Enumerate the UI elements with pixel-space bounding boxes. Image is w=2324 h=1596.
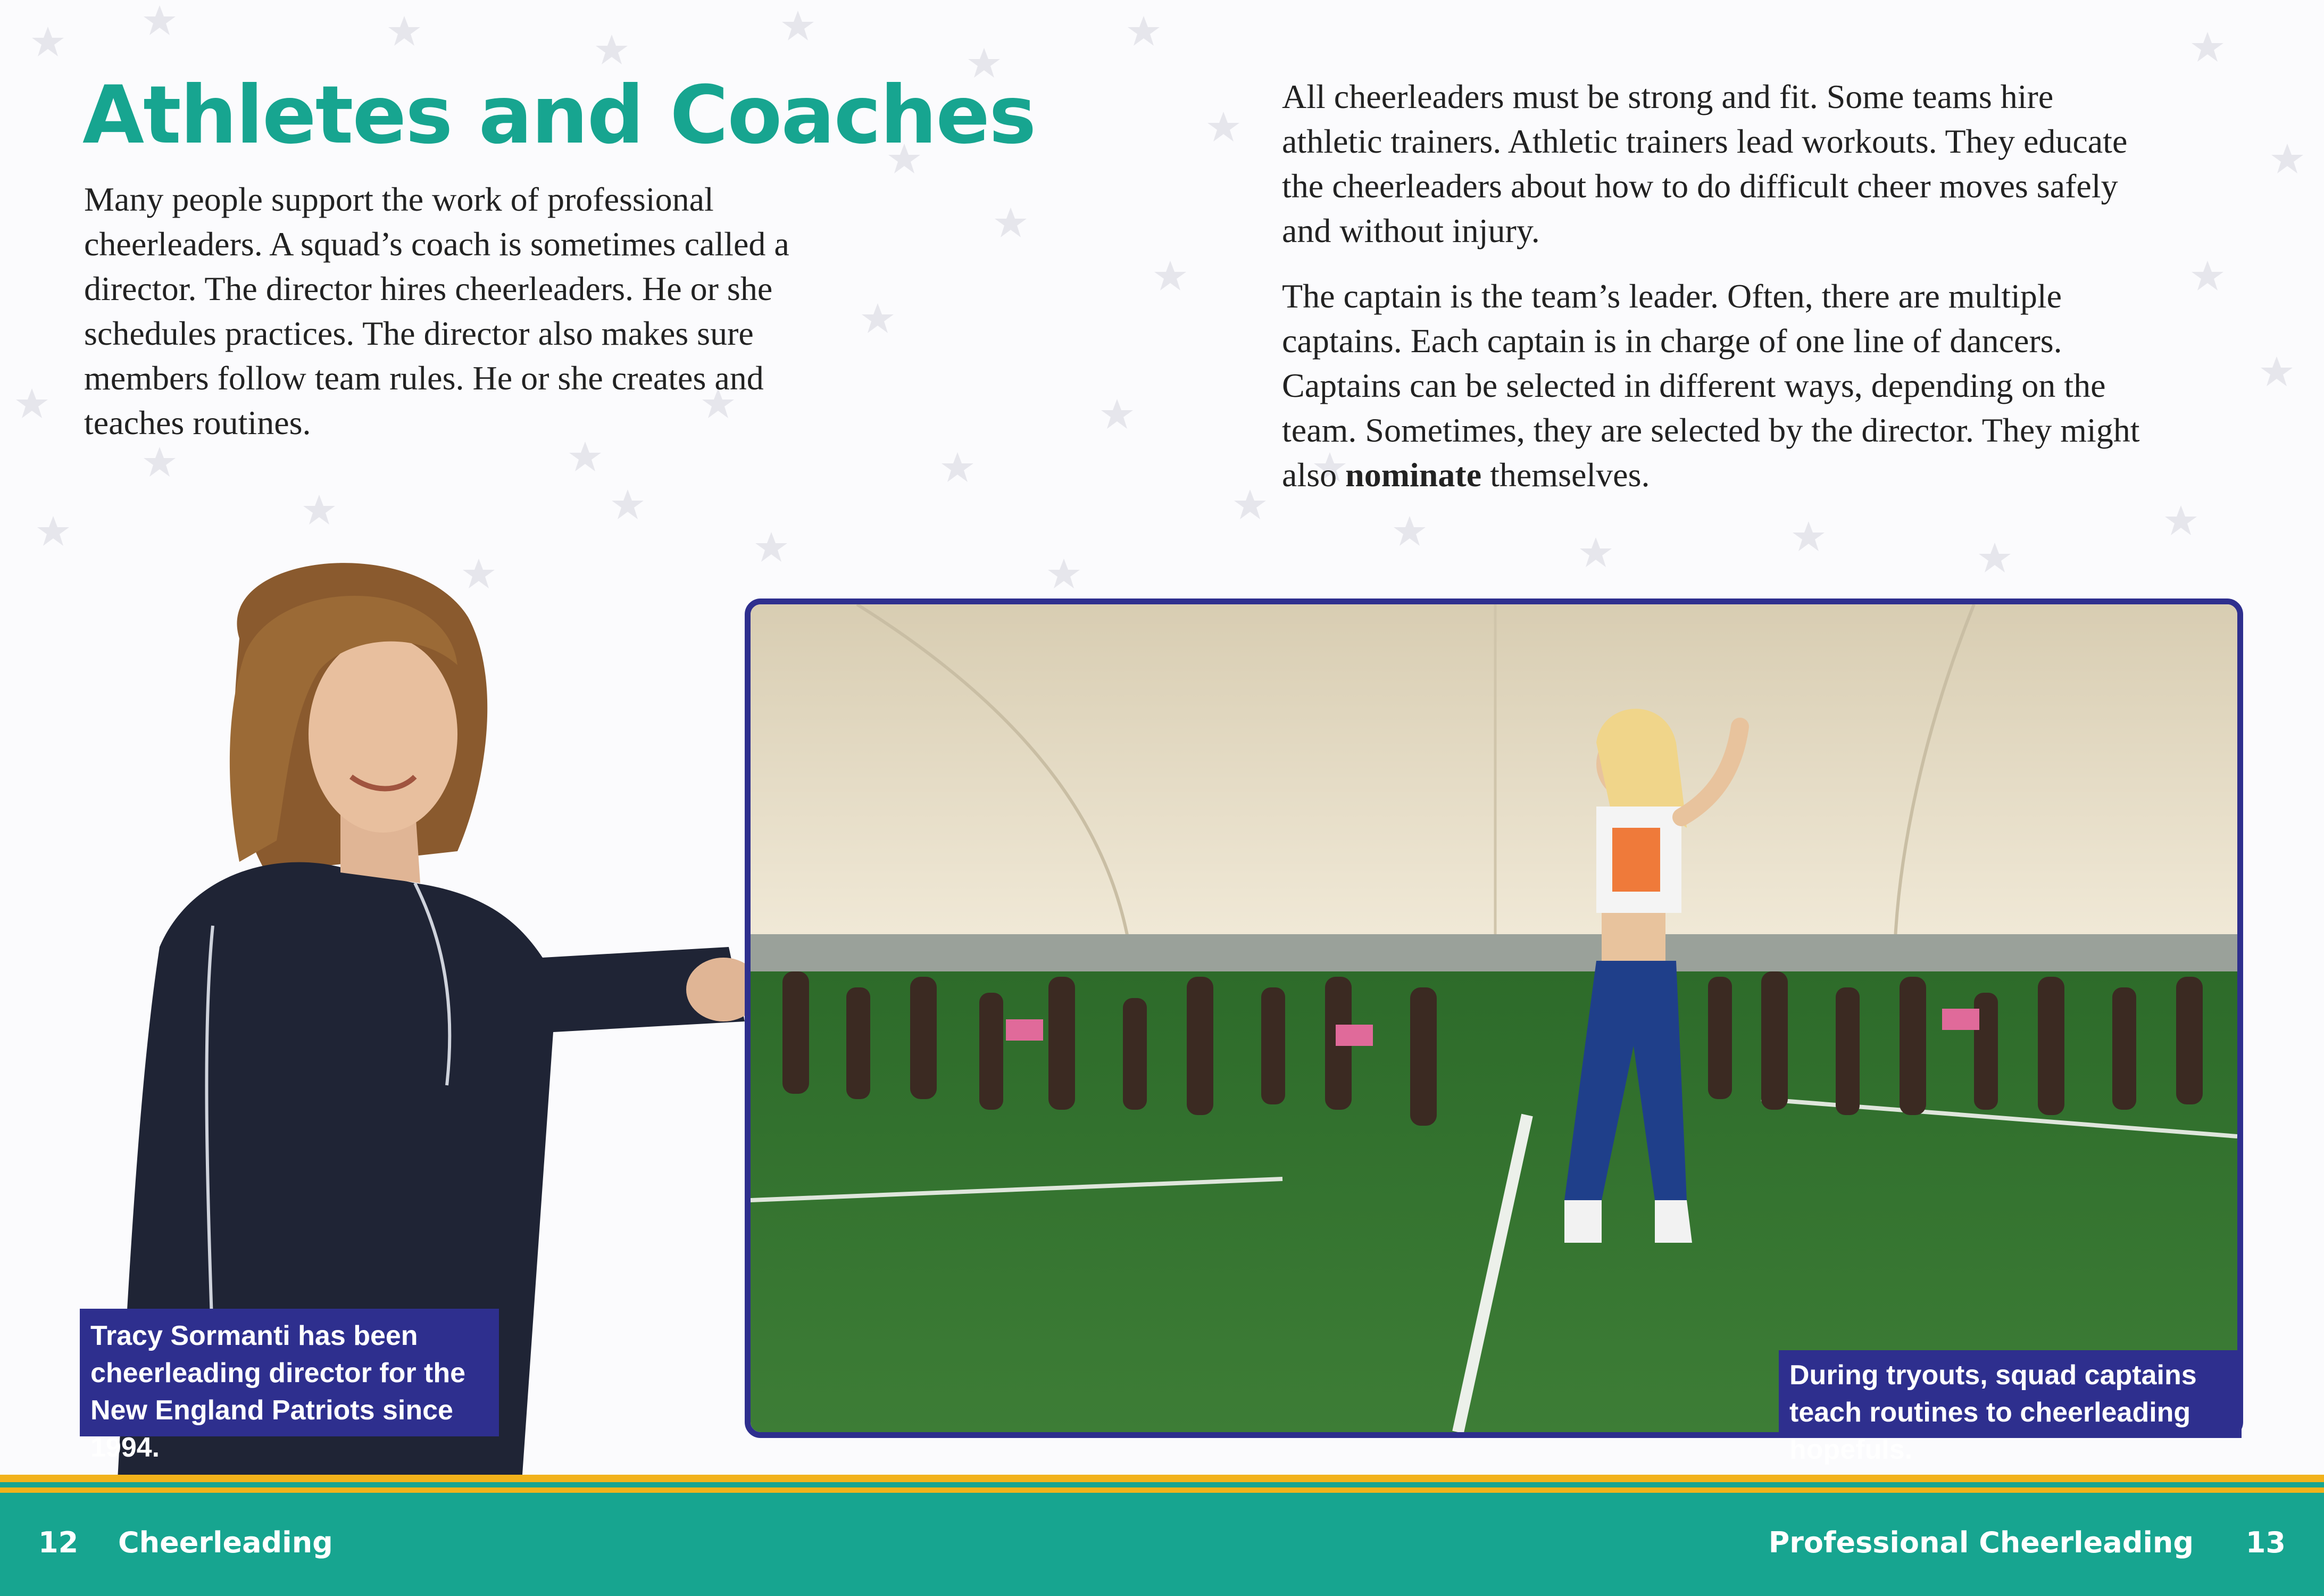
page-title: Athletes and Coaches — [82, 69, 1036, 162]
page-number-left: 12 — [38, 1526, 79, 1559]
tryouts-photo-illustration — [751, 604, 2237, 1432]
trainers-paragraph: All cheerleaders must be strong and fit. Some teams hire athletic trainers. Athletic trainers lead workouts. They educate the cheerleaders about how to do difficult cheer moves safely and without injury. — [1282, 78, 2128, 250]
page-number-right: 13 — [2245, 1526, 2286, 1559]
footer-stripe — [0, 1487, 2324, 1493]
footer-stripe — [0, 1482, 2324, 1487]
captains-text-end: themselves. — [1481, 456, 1650, 494]
captains-paragraph — [1282, 274, 2154, 497]
chapter-title: Professional Cheerleading — [1768, 1526, 2194, 1559]
glossary-term-nominate: nominate — [1345, 456, 1482, 494]
captains-text: The captain is the team’s leader. Often, there are multiple captains. Each captain is in charge of one line of dancers. Captains can be selected in different ways, depending on the team. Sometimes, they are selected by the director. They might also — [1282, 277, 2140, 494]
tryouts-caption: During tryouts, squad captains teach routines to cheerleading hopefuls. — [1779, 1350, 2242, 1438]
coach-caption: Tracy Sormanti has been cheerleading director for the New England Patriots since 1994. — [80, 1309, 499, 1436]
page-footer — [0, 1493, 2324, 1596]
book-title: Cheerleading — [118, 1526, 333, 1559]
coach-paragraph: Many people support the work of professional cheerleaders. A squad’s coach is sometimes called a director. The director hires cheerleaders. He or she schedules practices. The director also makes sure members follow team rules. He or she creates and teaches routines. — [84, 180, 789, 442]
tryouts-photo — [745, 598, 2243, 1438]
footer-stripe — [0, 1475, 2324, 1482]
